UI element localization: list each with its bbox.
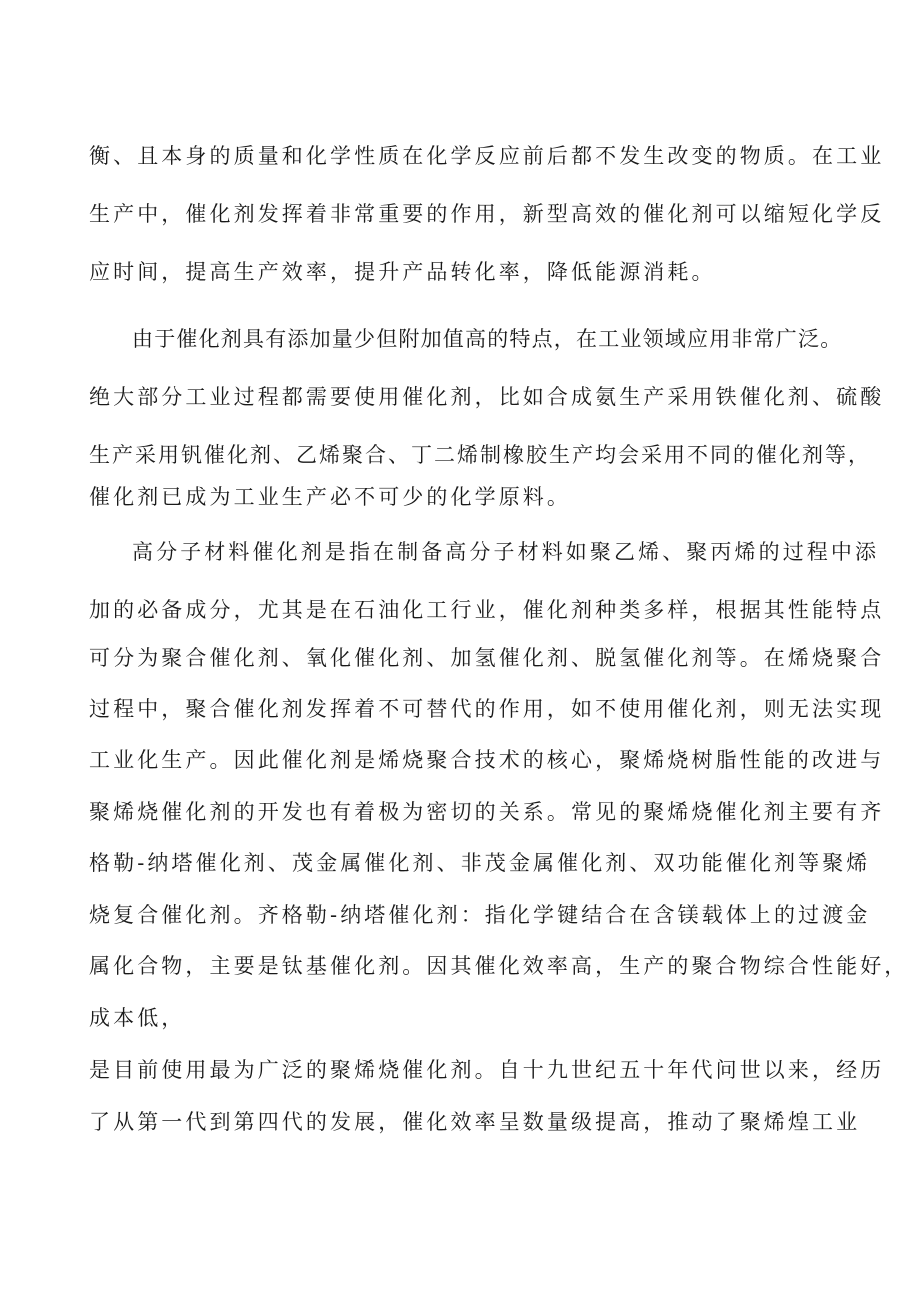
paragraph-2-line-2: 绝大部分工业过程都需要使用催化剂，比如合成氨生产采用铁催化剂、硫酸: [89, 385, 885, 409]
paragraph-3-line-6: 聚烯烧催化剂的开发也有着极为密切的关系。常见的聚烯烧催化剂主要有齐: [89, 800, 885, 824]
paragraph-3-line-3: 可分为聚合催化剂、氧化催化剂、加氢催化剂、脱氢催化剂等。在烯烧聚合: [89, 646, 885, 670]
paragraph-2-line-1: 由于催化剂具有添加量少但附加值高的特点，在工业领域应用非常广泛。: [132, 327, 843, 351]
paragraph-4-line-2: 了从第一代到第四代的发展，催化效率呈数量级提高，推动了聚烯煌工业: [89, 1110, 861, 1134]
paragraph-3-line-5: 工业化生产。因此催化剂是烯烧聚合技术的核心，聚烯烧树脂性能的改进与: [89, 748, 885, 772]
paragraph-4-line-1: 是目前使用最为广泛的聚烯烧催化剂。自十九世纪五十年代问世以来，经历: [89, 1058, 885, 1082]
paragraph-3-line-9: 属化合物，主要是钛基催化剂。因其催化效率高，生产的聚合物综合性能好，: [89, 954, 909, 978]
paragraph-2-line-4: 催化剂已成为工业生产必不可少的化学原料。: [89, 485, 571, 509]
paragraph-3-line-7: 格勒-纳塔催化剂、茂金属催化剂、非茂金属催化剂、双功能催化剂等聚烯: [89, 851, 871, 875]
paragraph-3-line-1: 高分子材料催化剂是指在制备高分子材料如聚乙烯、聚丙烯的过程中添: [132, 540, 880, 564]
paragraph-3-line-10: 成本低，: [89, 1006, 186, 1030]
paragraph-2-line-3: 生产采用钒催化剂、乙烯聚合、丁二烯制橡胶生产均会采用不同的催化剂等，: [89, 443, 871, 467]
paragraph-1-line-2: 生产中，催化剂发挥着非常重要的作用，新型高效的催化剂可以缩短化学反: [89, 202, 885, 226]
paragraph-1-line-3: 应时间，提高生产效率，提升产品转化率，降低能源消耗。: [89, 260, 716, 284]
paragraph-3-line-2: 加的必备成分，尤其是在石油化工行业，催化剂种类多样，根据其性能特点: [89, 598, 885, 622]
paragraph-1-line-1: 衡、且本身的质量和化学性质在化学反应前后都不发生改变的物质。在工业: [89, 144, 885, 168]
paragraph-3-line-8: 烧复合催化剂。齐格勒-纳塔催化剂：指化学键结合在含镁载体上的过渡金: [89, 903, 871, 927]
paragraph-3-line-4: 过程中，聚合催化剂发挥着不可替代的作用，如不使用催化剂，则无法实现: [89, 697, 885, 721]
